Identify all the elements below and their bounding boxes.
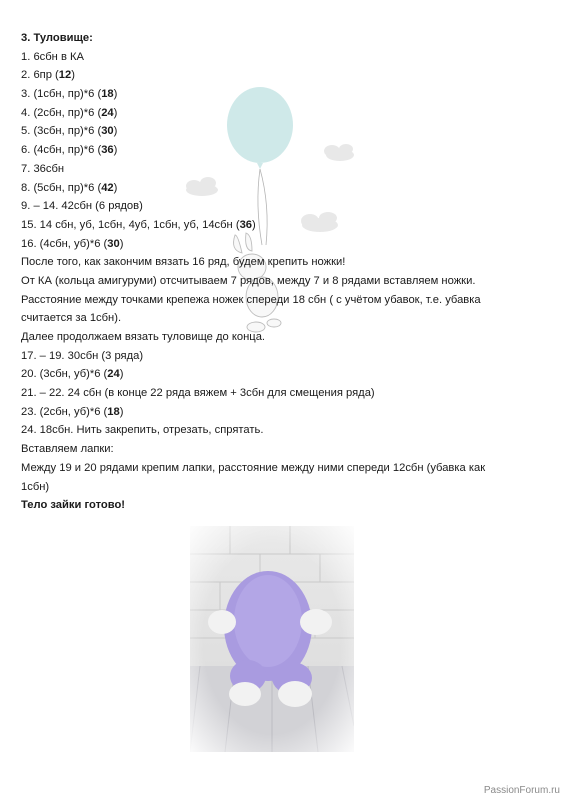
row-text: 2. 6пр ( (21, 69, 59, 82)
pattern-row (21, 179, 551, 198)
paws-line: Вставляем лапки: (21, 443, 114, 456)
row-text-end: ) (252, 218, 256, 231)
row-text-end: ) (119, 237, 124, 250)
paragraph-line: От КА (кольца амигуруми) отсчитываем 7 рядов, между 7 и 8 рядами вставляем ножки. (21, 274, 476, 287)
pattern-row (21, 197, 551, 216)
row-text: 16. (4сбн, уб)*6 ( (21, 237, 108, 250)
paragraph-line: считается за 1сбн). (21, 312, 122, 325)
pattern-row (21, 403, 551, 422)
stitch-count: 36 (239, 218, 253, 231)
pattern-row (21, 48, 551, 67)
watermark: PassionForum.ru (483, 785, 560, 796)
row-text: 8. (5сбн, пр)*6 ( (21, 181, 102, 194)
pattern-row (21, 216, 551, 235)
row-text-end: ) (113, 125, 118, 138)
stitch-count: 36 (101, 144, 114, 157)
row-text-end: ) (113, 181, 118, 194)
row-text: 17. – 19. 30сбн (3 ряда) (21, 349, 144, 362)
pattern-row (21, 104, 551, 123)
row-text: 4. (2сбн, пр)*6 ( (21, 106, 102, 119)
stitch-count: 24 (101, 106, 114, 119)
paws-paragraph (21, 440, 551, 496)
row-text: 6. (4сбн, пр)*6 ( (21, 144, 102, 157)
row-text-end: ) (119, 368, 124, 381)
stitch-count: 18 (101, 88, 114, 101)
row-text: 15. 14 сбн, уб, 1сбн, 4уб, 1сбн, уб, 14сбн ( (21, 218, 240, 231)
row-text-end: ) (113, 144, 118, 157)
stitch-count: 18 (107, 405, 120, 418)
row-text-end: ) (113, 106, 118, 119)
stitch-count: 30 (107, 237, 120, 250)
stitch-count: 12 (58, 69, 72, 82)
rows-list-2 (21, 347, 551, 440)
paragraph-line: Далее продолжаем вязать туловище до конца. (21, 331, 266, 343)
attach-legs-paragraph (21, 253, 551, 346)
pattern-row (21, 347, 551, 366)
row-text: 5. (3сбн, пр)*6 ( (21, 125, 102, 138)
paws-line: Между 19 и 20 рядами крепим лапки, расстояние между ними спереди 12сбн (убавка как (21, 461, 486, 474)
pattern-row (21, 365, 551, 384)
row-text: 21. – 22. 24 сбн (в конце 22 ряда вяжем + 3сбн для смещения ряда) (21, 387, 375, 400)
paws-line: 1сбн) (21, 480, 50, 493)
row-text: 7. 36сбн (21, 162, 65, 175)
row-text: 20. (3сбн, уб)*6 ( (21, 368, 108, 381)
pattern-row (21, 141, 551, 160)
pattern-row (21, 384, 551, 403)
pattern-row (21, 421, 551, 440)
row-text-end: ) (119, 405, 124, 418)
pattern-row (21, 235, 551, 254)
stitch-count: 24 (107, 368, 120, 381)
row-text: 1. 6сбн в КА (21, 50, 84, 63)
pattern-row (21, 122, 551, 141)
row-text: 3. (1сбн, пр)*6 ( (21, 88, 102, 101)
bunny-body-photo (190, 526, 354, 752)
stitch-count: 30 (101, 125, 114, 138)
rows-list-1 (21, 48, 551, 254)
row-text-end: ) (113, 88, 118, 101)
final-line: Тело зайки готово! (21, 499, 126, 512)
section-title: 3. Туловище: (21, 32, 93, 44)
row-text: 9. – 14. 42сбн (6 рядов) (21, 200, 143, 213)
stitch-count: 42 (101, 181, 114, 194)
row-text: 23. (2сбн, уб)*6 ( (21, 405, 108, 418)
instructions-text (21, 29, 551, 515)
paragraph-line: Расстояние между точками крепежа ножек спереди 18 сбн ( с учётом убавок, т.е. убавка (21, 293, 481, 306)
pattern-row (21, 85, 551, 104)
row-text-end: ) (71, 69, 75, 82)
paragraph-line: После того, как закончим вязать 16 ряд, будем крепить ножки! (21, 256, 346, 269)
pattern-row (21, 160, 551, 179)
row-text: 24. 18сбн. Нить закрепить, отрезать, спрятать. (21, 424, 264, 437)
pattern-row (21, 66, 551, 85)
